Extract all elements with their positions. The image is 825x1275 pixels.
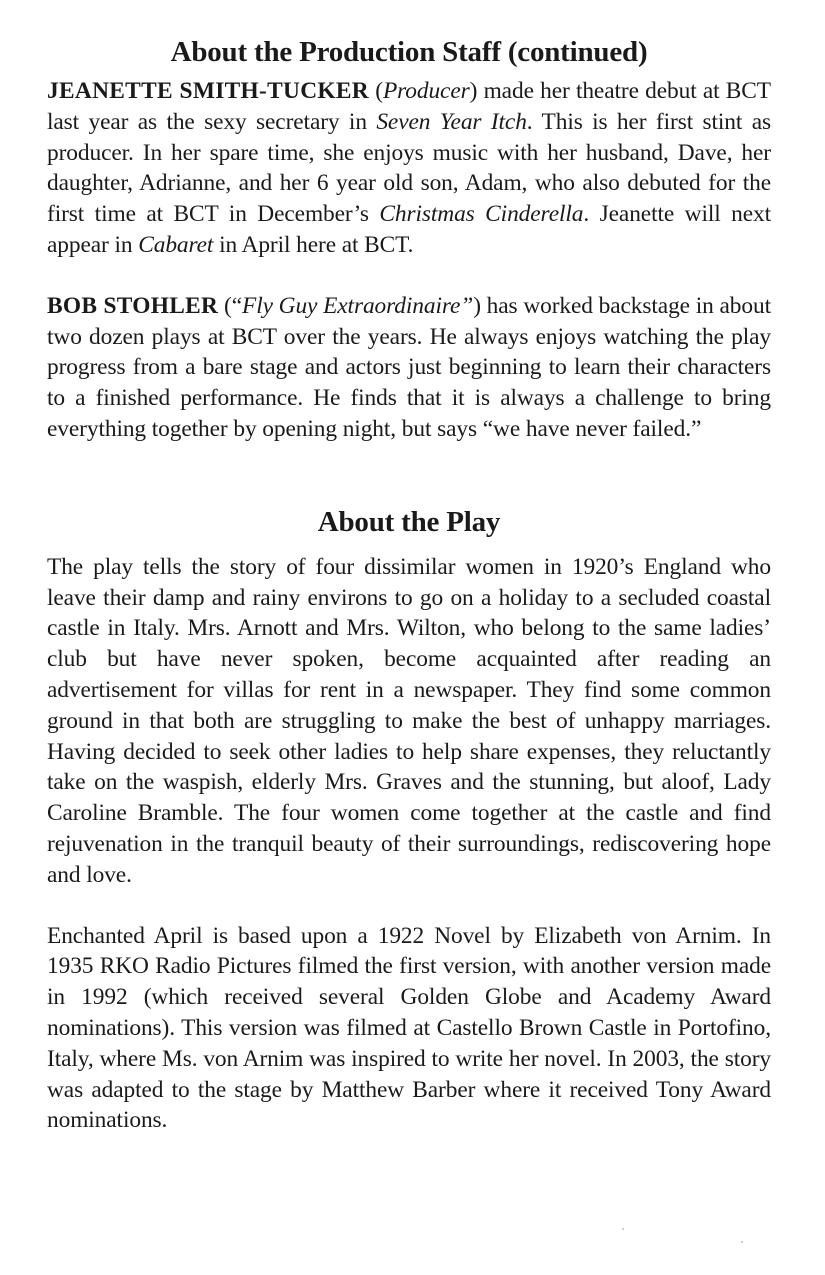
bio-text: ( <box>369 78 383 104</box>
bio-text: ) made her theatre debut at BCT last year as the sexy secretary in <box>47 78 771 135</box>
program-page <box>47 34 771 1136</box>
bio-name: BOB STOHLER <box>47 292 219 319</box>
scan-speck <box>622 1228 624 1230</box>
bio-text: ) has worked backstage in about two dozen plays at BCT over the years. He always enjoys watching the play progress from a bare stage and actors just beginning to learn their characters to a finished performance. He finds that it is always a challenge to bring everything together by opening night, but says “we have never failed.” <box>47 292 771 442</box>
bio-text: (“ <box>218 292 242 319</box>
bio-bob-stohler <box>47 291 771 445</box>
bio-role: Fly Guy Extraordinaire” <box>242 292 474 319</box>
bio-jeanette-smith-tucker <box>47 76 771 261</box>
show-title: Christmas Cinderella <box>379 201 584 228</box>
bio-text: . Jeanette will next appear in <box>47 201 772 258</box>
bio-text: in April here at BCT. <box>213 231 414 258</box>
play-section-heading: About the Play <box>317 505 501 538</box>
scan-speck <box>741 1241 743 1243</box>
show-title: Cabaret <box>138 231 214 258</box>
play-paragraph: Enchanted April is based upon a 1922 Novel by Elizabeth von Arnim. In 1935 RKO Radio Pictures filmed the first version, with another version made in 1992 (which received several Golden Globe and Academy Award nominations). This version was filmed at Castello Brown Castle in Portofino, Italy, where Ms. von Arnim was inspired to write her novel. In 2003, the story was adapted to the stage by Matthew Barber where it received Tony Award nominations. <box>47 922 771 1134</box>
bio-role: Producer <box>382 78 470 104</box>
play-paragraph: The play tells the story of four dissimilar women in 1920’s England who leave their damp and rainy environs to go on a holiday to a secluded coastal castle in Italy. Mrs. Arnott and Mrs. Wilton, who belong to the same ladies’ club but have never spoken, become acquainted after reading an advertisement for villas for rent in a newspaper. They find some common ground in that both are struggling to make the best of unhappy marriages. Having decided to seek other ladies to help share expenses, they reluctantly take on the waspish, elderly Mrs. Graves and the stunning, but aloof, Lady Caroline Bramble. The four women come together at the castle and find rejuvenation in the tranquil beauty of their surroundings, rediscovering hope and love. <box>47 553 771 888</box>
staff-section-heading: About the Production Staff (continued) <box>170 36 648 68</box>
show-title: Seven Year Itch <box>376 108 527 135</box>
bio-text: . This is her first stint as producer. In her spare time, she enjoys music with her husband, Dave, her daughter, Adrianne, and her 6 year old son, Adam, who also debuted for the first time at BCT in December’s <box>47 108 771 228</box>
bio-name: JEANETTE SMITH-TUCKER <box>47 78 369 104</box>
